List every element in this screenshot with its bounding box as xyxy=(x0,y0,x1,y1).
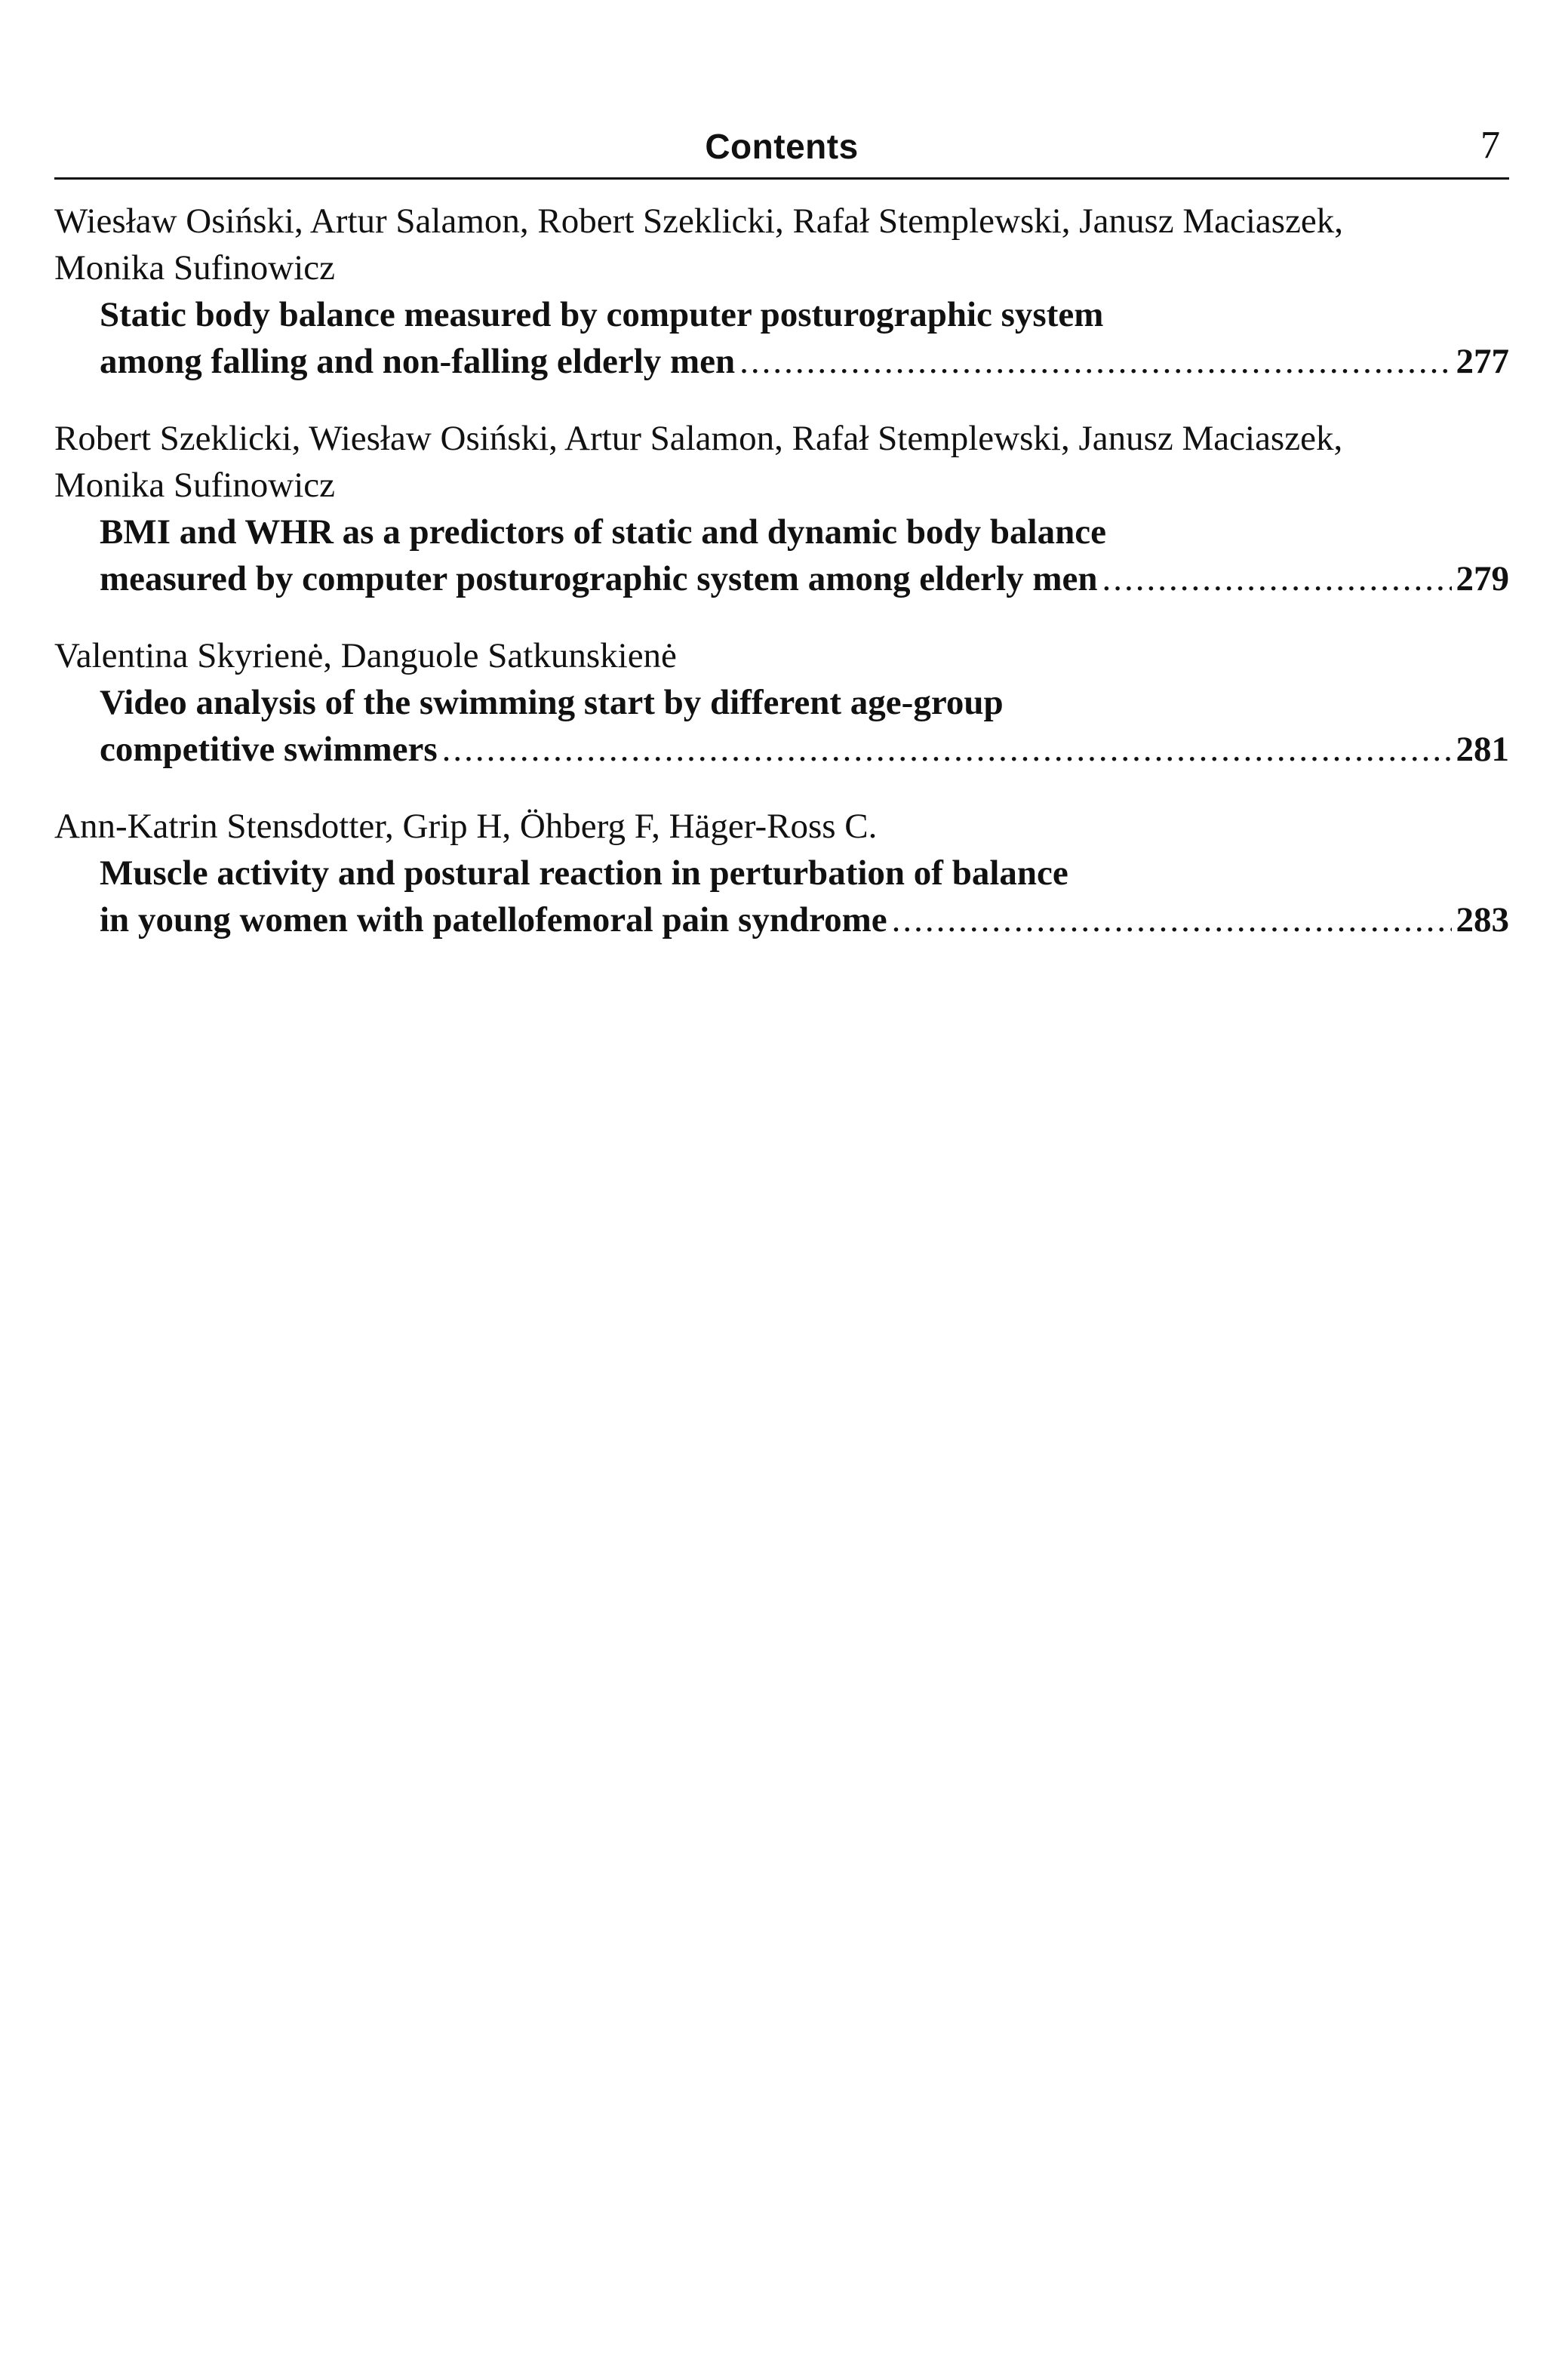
entry-title xyxy=(54,509,1509,602)
header-rule xyxy=(54,177,1509,180)
entry-title-line: in young women with patellofemoral pain syndrome xyxy=(100,900,887,939)
entry-title-line: Muscle activity and postural reaction in perturbation of balance xyxy=(100,853,1068,893)
entry-authors: Ann-Katrin Stensdotter, Grip H, Öhberg F, Häger-Ross C. xyxy=(54,807,878,846)
entry-title-line: measured by computer posturographic system among elderly men xyxy=(100,559,1098,598)
entry-authors: Robert Szeklicki, Wiesław Osiński, Artur Salamon, Rafał Stemplewski, Janusz Maciaszek, Monika Sufinowicz xyxy=(54,419,1343,505)
page-title: Contents xyxy=(705,127,859,166)
entry-page-number: 283 xyxy=(1456,900,1509,939)
entry-page-number: 277 xyxy=(1456,342,1509,381)
entry-title-line: BMI and WHR as a predictors of static and dynamic body balance xyxy=(100,512,1106,552)
entry-title xyxy=(54,679,1509,773)
page-number: 7 xyxy=(1480,124,1500,167)
dot-leader xyxy=(442,726,1452,773)
entry-title-last-line xyxy=(100,555,1509,602)
page-header xyxy=(54,121,1509,180)
entry-title-line: Video analysis of the swimming start by different age-group xyxy=(100,683,1004,722)
entry-authors: Valentina Skyrienė, Danguole Satkunskienė xyxy=(54,636,677,675)
entry-page-number: 281 xyxy=(1456,730,1509,769)
dot-leader xyxy=(739,338,1451,385)
entry-title xyxy=(54,850,1509,943)
entry-title-last-line xyxy=(100,896,1509,943)
entry-title xyxy=(54,291,1509,385)
toc-entry xyxy=(54,803,1509,943)
entry-page-number: 279 xyxy=(1456,559,1509,598)
dot-leader xyxy=(1102,555,1451,602)
entry-title-line: among falling and non-falling elderly men xyxy=(100,342,736,381)
entry-title-last-line xyxy=(100,726,1509,773)
entry-title-line: Static body balance measured by computer posturographic system xyxy=(100,295,1104,334)
toc-entry xyxy=(54,415,1509,602)
entry-authors: Wiesław Osiński, Artur Salamon, Robert Szeklicki, Rafał Stemplewski, Janusz Maciaszek, Monika Sufinowicz xyxy=(54,201,1344,288)
dot-leader xyxy=(892,896,1452,943)
entry-title-last-line xyxy=(100,338,1509,385)
toc-entry xyxy=(54,632,1509,773)
toc-entry xyxy=(54,198,1509,385)
entry-title-line: competitive swimmers xyxy=(100,730,438,769)
toc-list xyxy=(54,198,1509,973)
